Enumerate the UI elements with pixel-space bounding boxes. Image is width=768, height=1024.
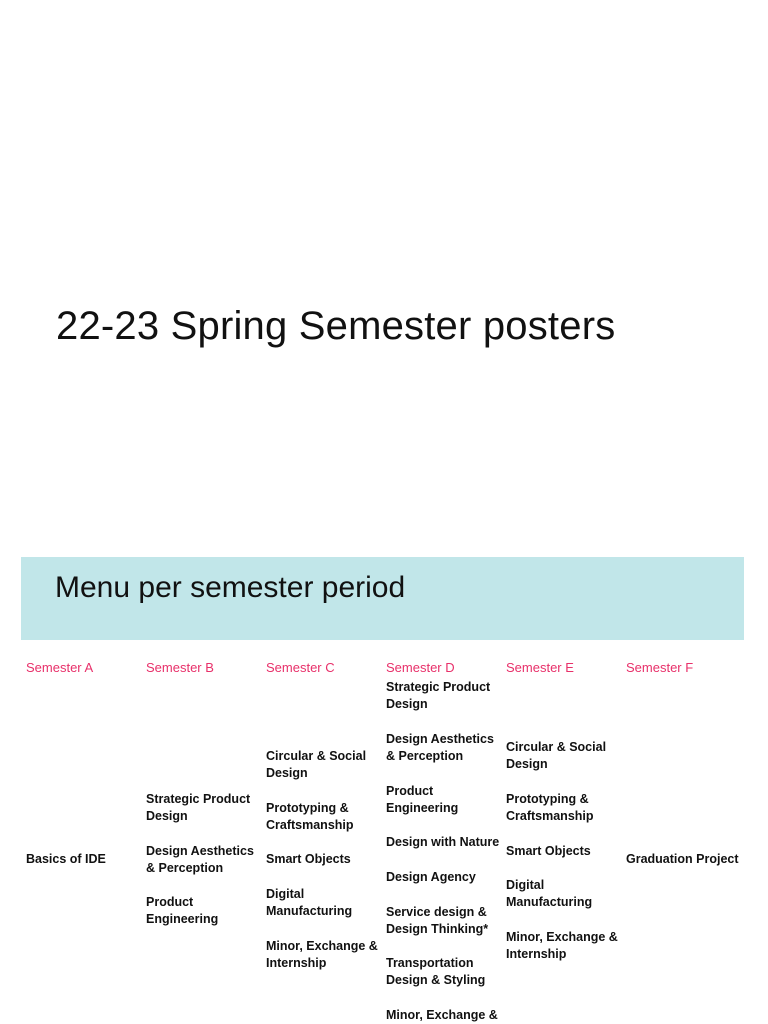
course-item: Strategic Product Design [386, 680, 491, 711]
course-item: Transportation Design & Styling [386, 956, 486, 987]
course-item: Strategic Product Design [146, 792, 251, 823]
course-item: Smart Objects [266, 852, 351, 866]
course-item: Minor, Exchange & Internship [266, 939, 378, 970]
menu-banner [21, 557, 744, 640]
course-item: Design Agency [386, 870, 476, 884]
course-item: Prototyping & Craftsmanship [266, 801, 354, 832]
course-item: Graduation Project [626, 852, 739, 866]
course-item: Product Engineering [146, 895, 219, 926]
course-item: Product Engineering [386, 784, 459, 815]
course-item: Minor, Exchange & [386, 1008, 498, 1022]
course-item: Circular & Social Design [266, 749, 367, 780]
semester-header-e: Semester E [506, 660, 574, 675]
course-item: Basics of IDE [26, 852, 106, 866]
course-item: Design Aesthetics & Perception [146, 844, 254, 875]
course-item: Design with Nature [386, 835, 500, 849]
course-item: Circular & Social Design [506, 740, 607, 771]
course-item: Digital Manufacturing [506, 878, 593, 909]
course-item: Digital Manufacturing [266, 887, 353, 918]
course-item: Service design & Design Thinking* [386, 905, 489, 936]
course-item: Minor, Exchange & Internship [506, 930, 618, 961]
course-item: Smart Objects [506, 844, 591, 858]
semester-header-d: Semester D [386, 660, 455, 675]
menu-title: Menu per semester period [55, 571, 406, 604]
course-item: Design Aesthetics & Perception [386, 732, 494, 763]
semester-header-b: Semester B [146, 660, 214, 675]
semester-header-a: Semester A [26, 660, 94, 675]
semester-header-c: Semester C [266, 660, 335, 675]
course-item: Prototyping & Craftsmanship [506, 792, 594, 823]
semester-header-f: Semester F [626, 660, 694, 675]
page-title: 22-23 Spring Semester posters [56, 304, 616, 348]
